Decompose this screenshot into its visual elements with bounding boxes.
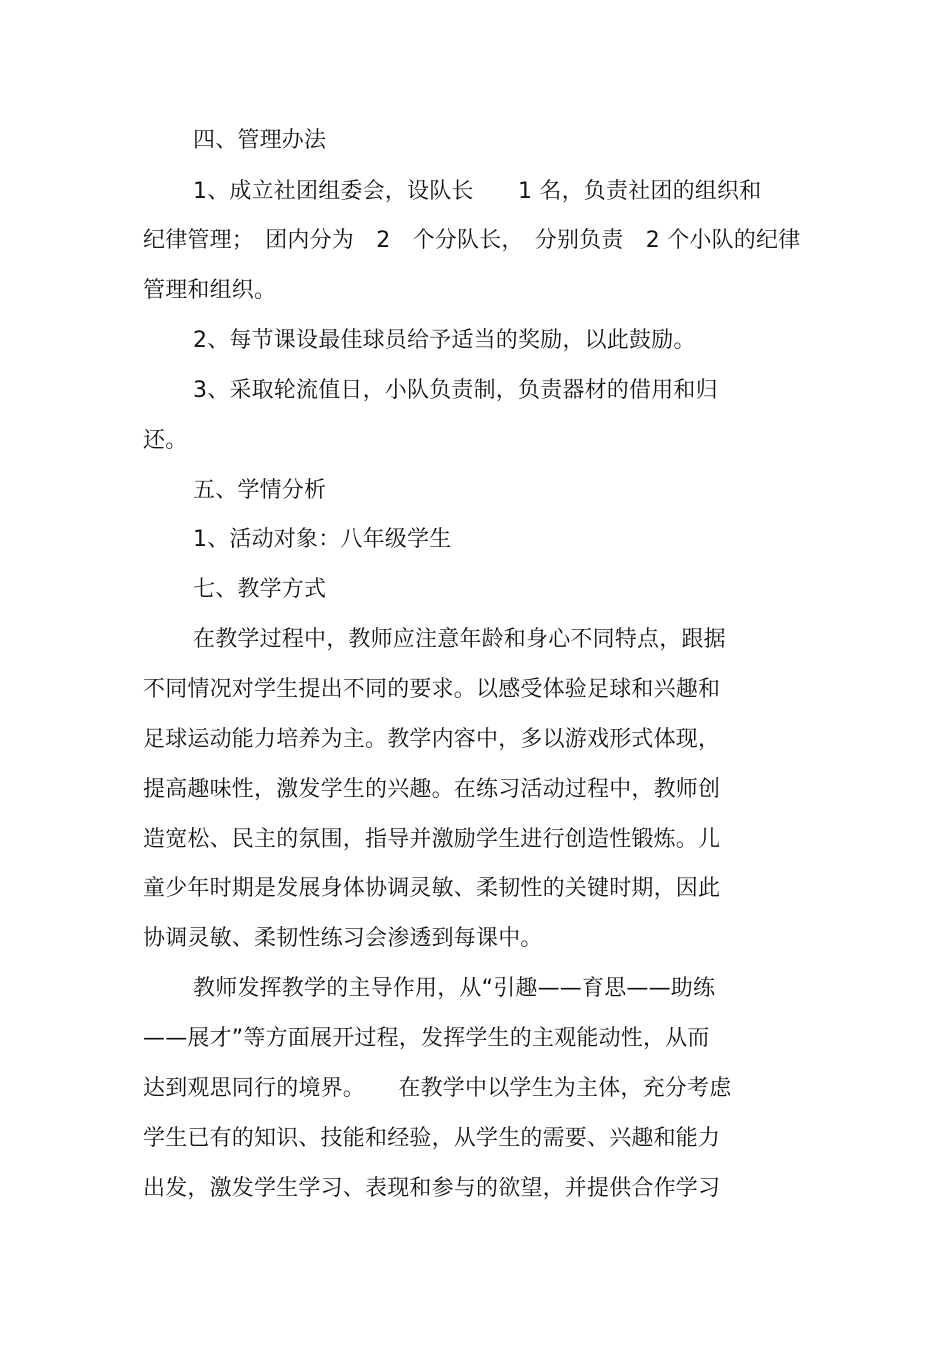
paragraph-line: 纪律管理； 团内分为 2 个分队长， 分别负责 2 个小队的纪律: [143, 228, 801, 253]
paragraph-line: 1、活动对象：八年级学生: [193, 527, 452, 552]
paragraph-line: 出发，激发学生学习、表现和参与的欲望，并提供合作学习: [143, 1176, 721, 1201]
section-heading-analysis: 五、学情分析: [193, 478, 327, 503]
paragraph-line: 学生已有的知识、技能和经验，从学生的需要、兴趣和能力: [143, 1126, 721, 1151]
paragraph-line: 1、成立社团组委会，设队长 1 名，负责社团的组织和: [193, 179, 762, 204]
paragraph-line: 达到观思同行的境界。 在教学中以学生为主体，充分考虑: [143, 1076, 732, 1101]
paragraph-line: 足球运动能力培养为主。教学内容中，多以游戏形式体现，: [143, 727, 721, 752]
section-heading-teaching-method: 七、教学方式: [193, 577, 327, 602]
section-heading-management: 四、管理办法: [193, 128, 327, 153]
paragraph-line: 不同情况对学生提出不同的要求。以感受体验足球和兴趣和: [143, 677, 721, 702]
paragraph-line: ——展才”等方面展开过程，发挥学生的主观能动性，从而: [143, 1026, 710, 1051]
paragraph-line: 还。: [143, 428, 188, 453]
paragraph-line: 2、每节课设最佳球员给予适当的奖励，以此鼓励。: [193, 328, 696, 353]
paragraph-line: 协调灵敏、柔韧性练习会渗透到每课中。: [143, 926, 543, 951]
paragraph-line: 教师发挥教学的主导作用，从“引趣——育思——助练: [193, 976, 716, 1001]
paragraph-line: 在教学过程中，教师应注意年龄和身心不同特点，跟据: [193, 627, 726, 652]
paragraph-line: 3、采取轮流值日，小队负责制，负责器材的借用和归: [193, 378, 718, 403]
paragraph-line: 童少年时期是发展身体协调灵敏、柔韧性的关键时期，因此: [143, 876, 721, 901]
paragraph-line: 造宽松、民主的氛围，指导并激励学生进行创造性锻炼。儿: [143, 827, 721, 852]
paragraph-line: 管理和组织。: [143, 278, 277, 303]
paragraph-line: 提高趣味性，激发学生的兴趣。在练习活动过程中，教师创: [143, 777, 721, 802]
